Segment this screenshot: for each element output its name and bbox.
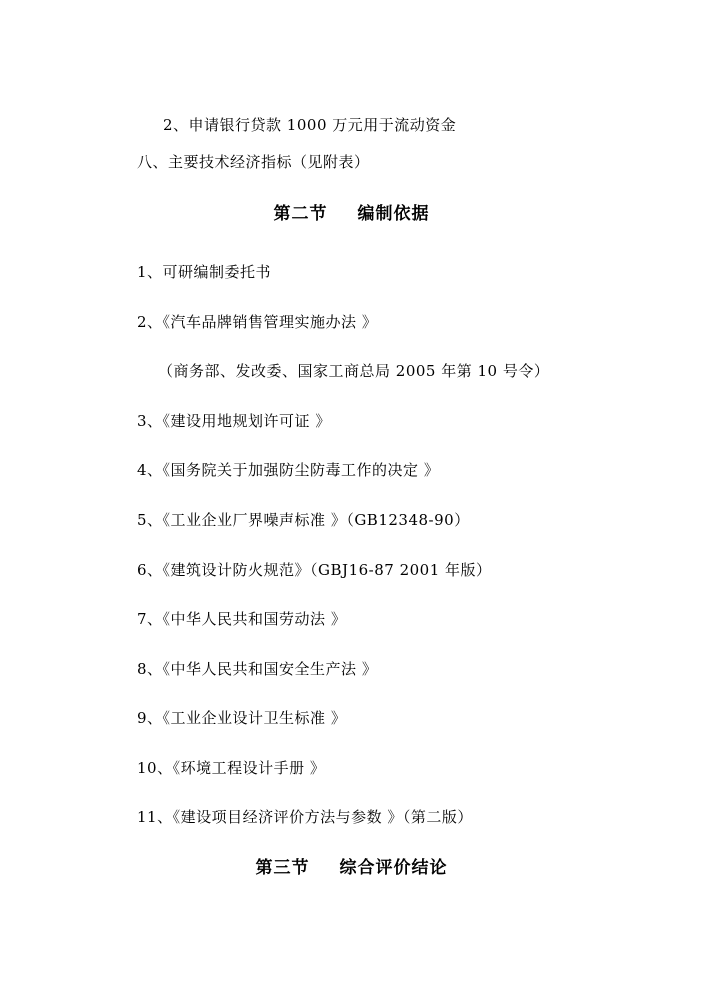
basis-item-7: 7、《中华人民共和国劳动法 》	[137, 610, 347, 628]
section-2-title: 编制依据	[357, 204, 430, 224]
basis-item-2: 2、《汽车品牌销售管理实施办法 》	[137, 313, 378, 331]
basis-item-2-note: （商务部、发改委、国家工商总局 2005 年第 10 号令）	[158, 362, 550, 380]
basis-item-8: 8、《中华人民共和国安全生产法 》	[137, 660, 378, 678]
section-3-title: 综合评价结论	[339, 858, 448, 878]
section-2-heading	[0, 203, 703, 225]
basis-item-1: 1、可研编制委托书	[137, 263, 272, 281]
basis-item-6: 6、《建筑设计防火规范》（GBJ16-87 2001 年版）	[137, 561, 492, 579]
basis-item-11: 11、《建设项目经济评价方法与参数 》（第二版）	[137, 808, 473, 826]
intro-item-2: 2、申请银行贷款 1000 万元用于流动资金	[163, 116, 457, 134]
basis-item-10: 10、《环境工程设计手册 》	[137, 759, 326, 777]
section-3-heading	[0, 857, 703, 879]
basis-item-4: 4、《国务院关于加强防尘防毒工作的决定 》	[137, 461, 440, 479]
basis-item-5: 5、《工业企业厂界噪声标准 》（GB12348-90）	[137, 511, 470, 529]
intro-item-8: 八、主要技术经济指标（见附表）	[137, 153, 370, 171]
basis-item-9: 9、《工业企业设计卫生标准 》	[137, 709, 347, 727]
section-2-number: 第二节	[273, 204, 328, 224]
basis-item-3: 3、《建设用地规划许可证 》	[137, 412, 331, 430]
section-3-number: 第三节	[255, 858, 310, 878]
